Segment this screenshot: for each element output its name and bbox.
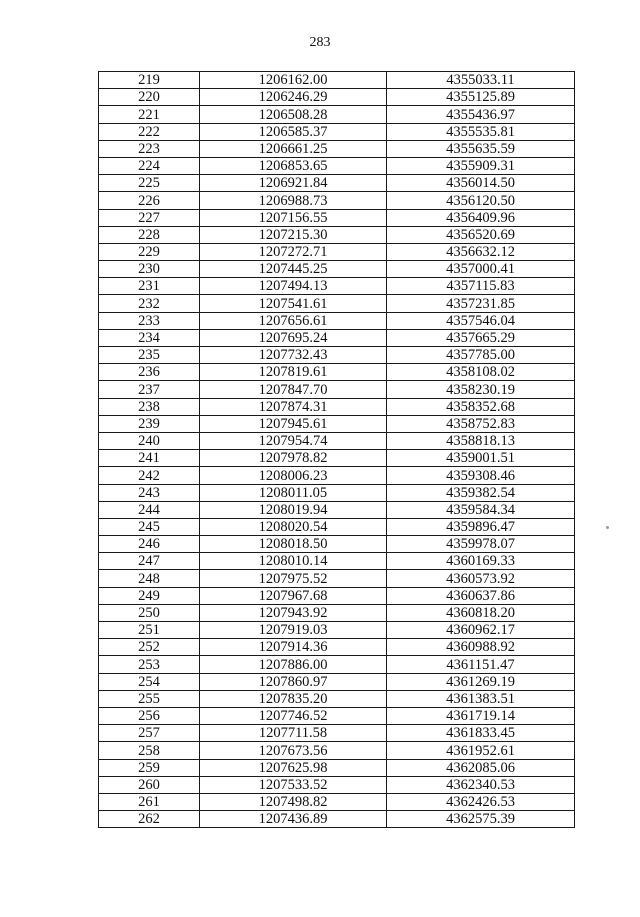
table-row bbox=[99, 261, 575, 278]
y-coordinate-cell: 4361151.47 bbox=[387, 656, 575, 673]
table-row bbox=[99, 536, 575, 553]
x-coordinate-cell: 1206246.29 bbox=[200, 89, 387, 106]
y-coordinate-cell: 4358352.68 bbox=[387, 398, 575, 415]
point-number-cell: 245 bbox=[99, 518, 200, 535]
point-number-cell: 223 bbox=[99, 140, 200, 157]
point-number-cell: 260 bbox=[99, 776, 200, 793]
y-coordinate-cell: 4359001.51 bbox=[387, 450, 575, 467]
table-row bbox=[99, 123, 575, 140]
table-row bbox=[99, 347, 575, 364]
x-coordinate-cell: 1207498.82 bbox=[200, 793, 387, 810]
y-coordinate-cell: 4361269.19 bbox=[387, 673, 575, 690]
point-number-cell: 251 bbox=[99, 622, 200, 639]
y-coordinate-cell: 4362426.53 bbox=[387, 793, 575, 810]
y-coordinate-cell: 4356632.12 bbox=[387, 243, 575, 260]
x-coordinate-cell: 1206661.25 bbox=[200, 140, 387, 157]
x-coordinate-cell: 1207945.61 bbox=[200, 415, 387, 432]
x-coordinate-cell: 1207436.89 bbox=[200, 811, 387, 828]
coordinates-table bbox=[98, 71, 575, 828]
table-row bbox=[99, 707, 575, 724]
table-row bbox=[99, 209, 575, 226]
point-number-cell: 235 bbox=[99, 347, 200, 364]
x-coordinate-cell: 1208018.50 bbox=[200, 536, 387, 553]
x-coordinate-cell: 1207943.92 bbox=[200, 604, 387, 621]
point-number-cell: 224 bbox=[99, 157, 200, 174]
x-coordinate-cell: 1207494.13 bbox=[200, 278, 387, 295]
y-coordinate-cell: 4360818.20 bbox=[387, 604, 575, 621]
point-number-cell: 222 bbox=[99, 123, 200, 140]
y-coordinate-cell: 4357231.85 bbox=[387, 295, 575, 312]
x-coordinate-cell: 1207732.43 bbox=[200, 347, 387, 364]
x-coordinate-cell: 1207835.20 bbox=[200, 690, 387, 707]
x-coordinate-cell: 1207914.36 bbox=[200, 639, 387, 656]
table-row bbox=[99, 501, 575, 518]
x-coordinate-cell: 1207975.52 bbox=[200, 570, 387, 587]
x-coordinate-cell: 1207445.25 bbox=[200, 261, 387, 278]
x-coordinate-cell: 1206585.37 bbox=[200, 123, 387, 140]
y-coordinate-cell: 4355635.59 bbox=[387, 140, 575, 157]
table-row bbox=[99, 725, 575, 742]
table-row bbox=[99, 312, 575, 329]
page-number: 283 bbox=[309, 35, 331, 50]
table-row bbox=[99, 192, 575, 209]
x-coordinate-cell: 1207886.00 bbox=[200, 656, 387, 673]
y-coordinate-cell: 4355535.81 bbox=[387, 123, 575, 140]
y-coordinate-cell: 4360988.92 bbox=[387, 639, 575, 656]
point-number-cell: 220 bbox=[99, 89, 200, 106]
x-coordinate-cell: 1206853.65 bbox=[200, 157, 387, 174]
y-coordinate-cell: 4362575.39 bbox=[387, 811, 575, 828]
x-coordinate-cell: 1207625.98 bbox=[200, 759, 387, 776]
table-row bbox=[99, 553, 575, 570]
table-row bbox=[99, 622, 575, 639]
y-coordinate-cell: 4360962.17 bbox=[387, 622, 575, 639]
x-coordinate-cell: 1207711.58 bbox=[200, 725, 387, 742]
point-number-cell: 247 bbox=[99, 553, 200, 570]
table-row bbox=[99, 690, 575, 707]
table-row bbox=[99, 106, 575, 123]
table-row bbox=[99, 776, 575, 793]
table-row bbox=[99, 295, 575, 312]
x-coordinate-cell: 1207695.24 bbox=[200, 329, 387, 346]
table-row bbox=[99, 604, 575, 621]
y-coordinate-cell: 4356409.96 bbox=[387, 209, 575, 226]
y-coordinate-cell: 4358108.02 bbox=[387, 364, 575, 381]
point-number-cell: 254 bbox=[99, 673, 200, 690]
point-number-cell: 236 bbox=[99, 364, 200, 381]
y-coordinate-cell: 4355125.89 bbox=[387, 89, 575, 106]
x-coordinate-cell: 1207919.03 bbox=[200, 622, 387, 639]
y-coordinate-cell: 4355909.31 bbox=[387, 157, 575, 174]
table-row bbox=[99, 742, 575, 759]
x-coordinate-cell: 1206508.28 bbox=[200, 106, 387, 123]
point-number-cell: 250 bbox=[99, 604, 200, 621]
table-row bbox=[99, 793, 575, 810]
y-coordinate-cell: 4356120.50 bbox=[387, 192, 575, 209]
y-coordinate-cell: 4361719.14 bbox=[387, 707, 575, 724]
table-row bbox=[99, 587, 575, 604]
y-coordinate-cell: 4355436.97 bbox=[387, 106, 575, 123]
table-row bbox=[99, 175, 575, 192]
y-coordinate-cell: 4357665.29 bbox=[387, 329, 575, 346]
table-row bbox=[99, 157, 575, 174]
point-number-cell: 261 bbox=[99, 793, 200, 810]
x-coordinate-cell: 1207673.56 bbox=[200, 742, 387, 759]
point-number-cell: 238 bbox=[99, 398, 200, 415]
y-coordinate-cell: 4357785.00 bbox=[387, 347, 575, 364]
coordinates-table-body bbox=[99, 72, 575, 828]
y-coordinate-cell: 4359584.34 bbox=[387, 501, 575, 518]
table-row bbox=[99, 656, 575, 673]
table-row bbox=[99, 432, 575, 449]
x-coordinate-cell: 1207874.31 bbox=[200, 398, 387, 415]
x-coordinate-cell: 1207978.82 bbox=[200, 450, 387, 467]
table-row bbox=[99, 673, 575, 690]
y-coordinate-cell: 4360573.92 bbox=[387, 570, 575, 587]
table-row bbox=[99, 364, 575, 381]
y-coordinate-cell: 4355033.11 bbox=[387, 72, 575, 89]
point-number-cell: 262 bbox=[99, 811, 200, 828]
x-coordinate-cell: 1207656.61 bbox=[200, 312, 387, 329]
y-coordinate-cell: 4360169.33 bbox=[387, 553, 575, 570]
y-coordinate-cell: 4362085.06 bbox=[387, 759, 575, 776]
x-coordinate-cell: 1207272.71 bbox=[200, 243, 387, 260]
x-coordinate-cell: 1206988.73 bbox=[200, 192, 387, 209]
point-number-cell: 226 bbox=[99, 192, 200, 209]
table-row bbox=[99, 415, 575, 432]
y-coordinate-cell: 4357546.04 bbox=[387, 312, 575, 329]
table-row bbox=[99, 278, 575, 295]
point-number-cell: 252 bbox=[99, 639, 200, 656]
x-coordinate-cell: 1208020.54 bbox=[200, 518, 387, 535]
point-number-cell: 243 bbox=[99, 484, 200, 501]
table-row bbox=[99, 329, 575, 346]
y-coordinate-cell: 4360637.86 bbox=[387, 587, 575, 604]
x-coordinate-cell: 1208010.14 bbox=[200, 553, 387, 570]
scan-speck bbox=[606, 526, 609, 529]
point-number-cell: 231 bbox=[99, 278, 200, 295]
table-row bbox=[99, 518, 575, 535]
x-coordinate-cell: 1208019.94 bbox=[200, 501, 387, 518]
table-row bbox=[99, 89, 575, 106]
table-row bbox=[99, 381, 575, 398]
point-number-cell: 246 bbox=[99, 536, 200, 553]
x-coordinate-cell: 1208011.05 bbox=[200, 484, 387, 501]
x-coordinate-cell: 1207954.74 bbox=[200, 432, 387, 449]
y-coordinate-cell: 4361952.61 bbox=[387, 742, 575, 759]
x-coordinate-cell: 1207819.61 bbox=[200, 364, 387, 381]
y-coordinate-cell: 4356014.50 bbox=[387, 175, 575, 192]
point-number-cell: 229 bbox=[99, 243, 200, 260]
y-coordinate-cell: 4359308.46 bbox=[387, 467, 575, 484]
x-coordinate-cell: 1207967.68 bbox=[200, 587, 387, 604]
x-coordinate-cell: 1206162.00 bbox=[200, 72, 387, 89]
x-coordinate-cell: 1206921.84 bbox=[200, 175, 387, 192]
point-number-cell: 225 bbox=[99, 175, 200, 192]
point-number-cell: 257 bbox=[99, 725, 200, 742]
table-row bbox=[99, 140, 575, 157]
point-number-cell: 232 bbox=[99, 295, 200, 312]
point-number-cell: 253 bbox=[99, 656, 200, 673]
point-number-cell: 249 bbox=[99, 587, 200, 604]
table-row bbox=[99, 639, 575, 656]
point-number-cell: 256 bbox=[99, 707, 200, 724]
y-coordinate-cell: 4358230.19 bbox=[387, 381, 575, 398]
point-number-cell: 234 bbox=[99, 329, 200, 346]
x-coordinate-cell: 1207215.30 bbox=[200, 226, 387, 243]
point-number-cell: 227 bbox=[99, 209, 200, 226]
point-number-cell: 244 bbox=[99, 501, 200, 518]
x-coordinate-cell: 1207746.52 bbox=[200, 707, 387, 724]
y-coordinate-cell: 4358818.13 bbox=[387, 432, 575, 449]
y-coordinate-cell: 4362340.53 bbox=[387, 776, 575, 793]
table-row bbox=[99, 570, 575, 587]
y-coordinate-cell: 4359382.54 bbox=[387, 484, 575, 501]
point-number-cell: 233 bbox=[99, 312, 200, 329]
y-coordinate-cell: 4356520.69 bbox=[387, 226, 575, 243]
x-coordinate-cell: 1207541.61 bbox=[200, 295, 387, 312]
x-coordinate-cell: 1207847.70 bbox=[200, 381, 387, 398]
point-number-cell: 255 bbox=[99, 690, 200, 707]
table-row bbox=[99, 398, 575, 415]
point-number-cell: 230 bbox=[99, 261, 200, 278]
y-coordinate-cell: 4361833.45 bbox=[387, 725, 575, 742]
point-number-cell: 248 bbox=[99, 570, 200, 587]
y-coordinate-cell: 4357115.83 bbox=[387, 278, 575, 295]
table-row bbox=[99, 811, 575, 828]
x-coordinate-cell: 1207156.55 bbox=[200, 209, 387, 226]
point-number-cell: 242 bbox=[99, 467, 200, 484]
x-coordinate-cell: 1207860.97 bbox=[200, 673, 387, 690]
point-number-cell: 240 bbox=[99, 432, 200, 449]
point-number-cell: 228 bbox=[99, 226, 200, 243]
y-coordinate-cell: 4357000.41 bbox=[387, 261, 575, 278]
y-coordinate-cell: 4359896.47 bbox=[387, 518, 575, 535]
table-row bbox=[99, 243, 575, 260]
table-row bbox=[99, 759, 575, 776]
point-number-cell: 258 bbox=[99, 742, 200, 759]
table-row bbox=[99, 450, 575, 467]
table-row bbox=[99, 226, 575, 243]
point-number-cell: 239 bbox=[99, 415, 200, 432]
y-coordinate-cell: 4359978.07 bbox=[387, 536, 575, 553]
table-row bbox=[99, 467, 575, 484]
point-number-cell: 219 bbox=[99, 72, 200, 89]
y-coordinate-cell: 4361383.51 bbox=[387, 690, 575, 707]
table-row bbox=[99, 484, 575, 501]
point-number-cell: 237 bbox=[99, 381, 200, 398]
y-coordinate-cell: 4358752.83 bbox=[387, 415, 575, 432]
point-number-cell: 221 bbox=[99, 106, 200, 123]
table-row bbox=[99, 72, 575, 89]
x-coordinate-cell: 1208006.23 bbox=[200, 467, 387, 484]
point-number-cell: 241 bbox=[99, 450, 200, 467]
point-number-cell: 259 bbox=[99, 759, 200, 776]
x-coordinate-cell: 1207533.52 bbox=[200, 776, 387, 793]
